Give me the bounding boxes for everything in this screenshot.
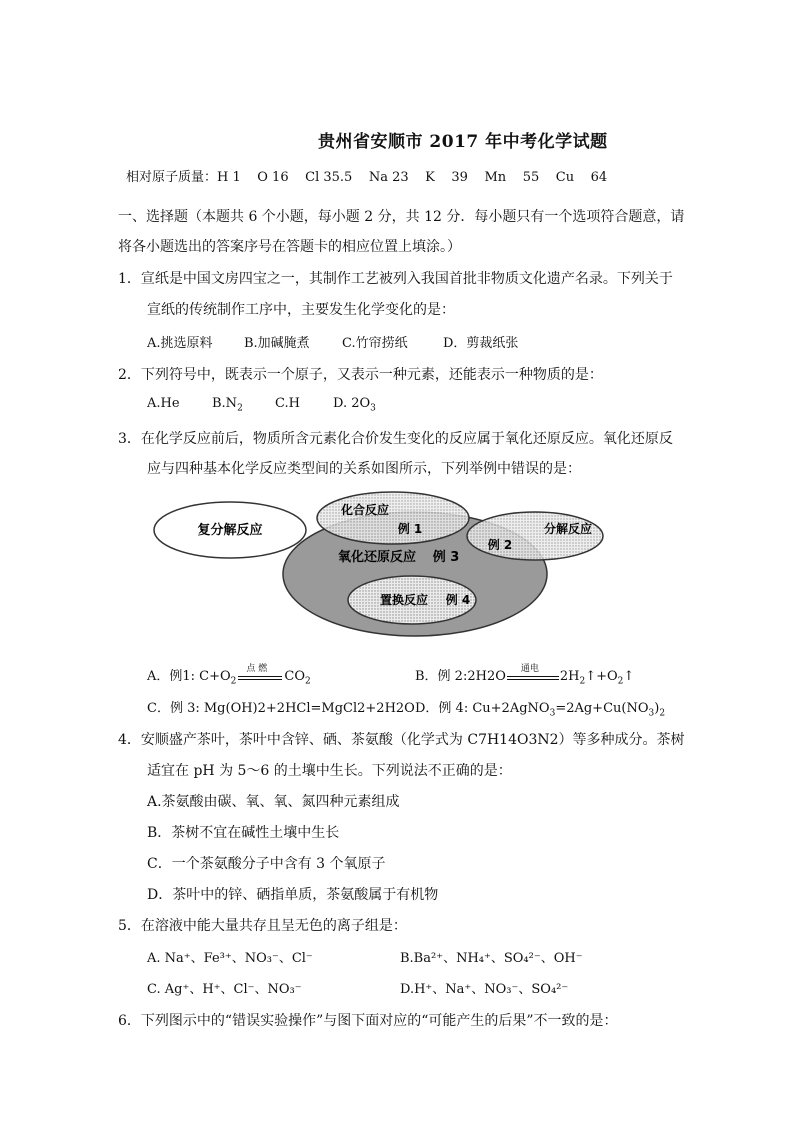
combination-ellipse xyxy=(317,492,469,544)
q4-option-c: C．一个茶氨酸分子中含有 3 个氧原子 xyxy=(147,856,386,872)
q1-option-d: D．剪裁纸张 xyxy=(443,336,519,351)
page-title: 贵州省安顺市 2017 年中考化学试题 xyxy=(318,132,608,152)
label-double-decomposition: 复分解反应 xyxy=(197,523,263,538)
q1-option-b: B.加碱腌煮 xyxy=(244,336,310,351)
label-combination: 化合反应 xyxy=(340,503,390,517)
question-3-line1: 3．在化学反应前后，物质所含元素化合价发生变化的反应属于氧化还原反应。氧化还原反 xyxy=(118,431,673,447)
reaction-arrow-electrolysis: 通电 xyxy=(507,670,559,684)
q1-option-a: A.挑选原料 xyxy=(147,336,213,351)
label-redox: 氧化还原反应 xyxy=(337,550,417,565)
q2-option-b: $B.N_2$ xyxy=(212,396,243,414)
question-4-line1: 4．安顺盛产茶叶，茶叶中含锌、硒、茶氨酸（化学式为 C7H14O3N2）等多种成分。茶树 xyxy=(118,732,685,748)
question-3-line2: 应与四种基本化学反应类型间的关系如图所示，下列举例中错误的是： xyxy=(147,461,581,477)
q2-option-a: A.He xyxy=(147,396,180,411)
q2-option-d: D. $2O_3$ xyxy=(333,396,376,414)
decomposition-ellipse xyxy=(467,512,603,560)
label-example-3: 例 3 xyxy=(432,550,460,565)
label-decomposition: 分解反应 xyxy=(543,522,593,536)
q5-option-a: A. Na⁺、Fe³⁺、NO₃⁻、Cl⁻ xyxy=(147,951,313,966)
q5-option-c: C. Ag⁺、H⁺、Cl⁻、NO₃⁻ xyxy=(147,982,302,997)
question-1-line1: 1．宣纸是中国文房四宝之一，其制作工艺被列入我国首批非物质文化遗产名录。下列关于 xyxy=(118,271,673,287)
q3-option-d: D．例 4: $Cu+2AgNO_3=2Ag+Cu(NO_3)_2$ xyxy=(415,701,666,719)
q4-option-d: D．茶叶中的锌、硒指单质，茶氨酸属于有机物 xyxy=(147,887,439,903)
question-1-line2: 宣纸的传统制作工序中，主要发生化学变化的是： xyxy=(147,302,455,318)
question-5-stem: 5．在溶液中能大量共存且呈无色的离子组是： xyxy=(118,918,407,934)
q5-option-b: B.Ba²⁺、NH₄⁺、SO₄²⁻、OH⁻ xyxy=(400,951,583,966)
q3-option-a: A．例1: $C+O_2$ 点 燃 $CO_2$ xyxy=(147,663,311,687)
label-example-4: 例 4 xyxy=(445,593,471,607)
atomic-masses: 相对原子质量：H 1 O 16 Cl 35.5 Na 23 K 39 Mn 55 Cu 64 xyxy=(126,170,608,185)
q2-option-c: C.H xyxy=(275,396,300,411)
label-example-2: 例 2 xyxy=(487,538,513,552)
question-4-line2: 适宜在 pH 为 5～6 的土壤中生长。下列说法不正确的是： xyxy=(147,763,512,779)
question-2-stem: 2．下列符号中，既表示一个原子，又表示一种元素，还能表示一种物质的是： xyxy=(118,367,603,383)
reaction-arrow-ignite: 点 燃 xyxy=(238,670,282,684)
reaction-type-diagram xyxy=(140,488,640,648)
label-displacement: 置换反应 xyxy=(379,593,429,607)
section1-line2: 将各小题选出的答案序号在答题卡的相应位置上填涂。） xyxy=(118,239,461,255)
q3-option-b: B．例 2:2H2O 通电 $2H_2↑+O_2↑$ xyxy=(415,663,635,687)
label-example-1: 例 1 xyxy=(397,522,423,536)
section1-line1: 一、选择题（本题共 6 个小题，每小题 2 分，共 12 分．每小题只有一个选项符合题意，请 xyxy=(118,209,685,225)
q3-option-c: C．例 3: Mg(OH)2+2HCl=MgCl2+2H2O xyxy=(147,701,415,716)
q4-option-a: A.茶氨酸由碳、氧、氧、氮四种元素组成 xyxy=(147,794,400,810)
q5-option-d: D.H⁺、Na⁺、NO₃⁻、SO₄²⁻ xyxy=(400,982,569,997)
q4-option-b: B．茶树不宜在碱性土壤中生长 xyxy=(147,825,340,841)
question-6-stem: 6．下列图示中的“错误实验操作”与图下面对应的“可能产生的后果”不一致的是： xyxy=(118,1013,618,1029)
q1-option-c: C.竹帘捞纸 xyxy=(342,336,408,351)
